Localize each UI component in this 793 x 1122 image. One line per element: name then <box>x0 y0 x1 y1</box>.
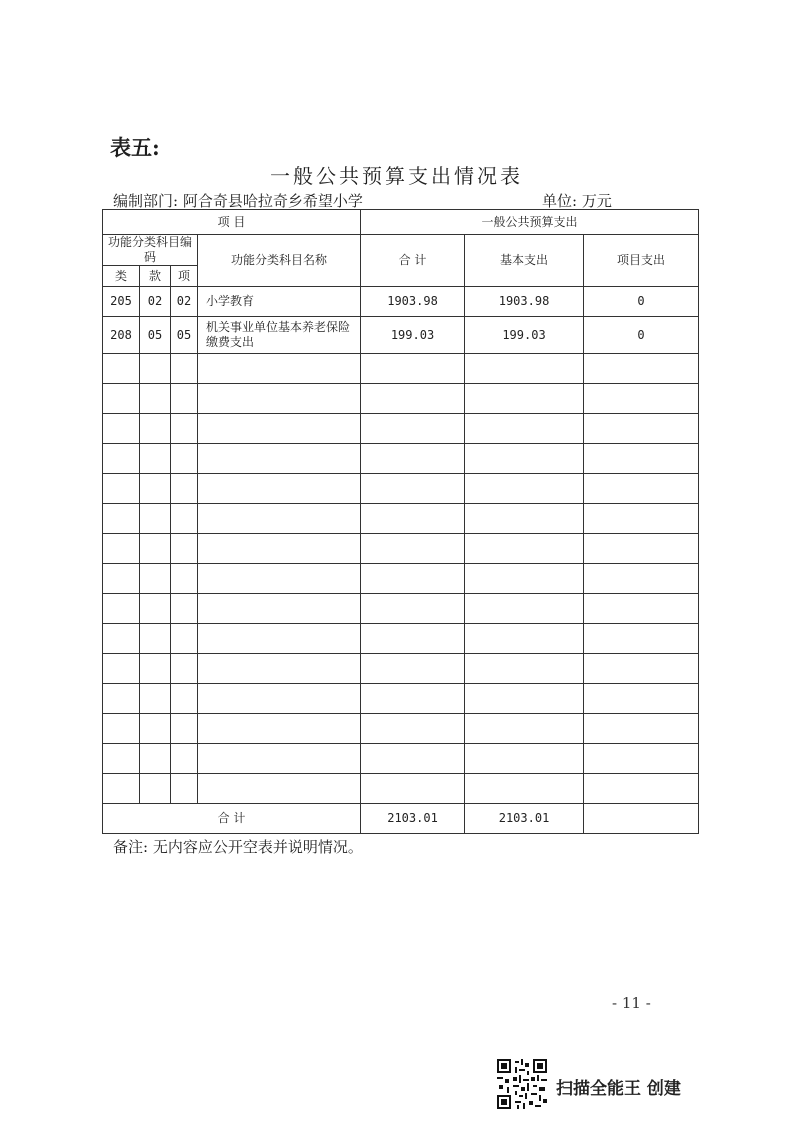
empty-cell <box>171 414 198 444</box>
empty-cell <box>103 474 140 504</box>
project-cell: 0 <box>584 317 699 354</box>
empty-cell <box>465 684 584 714</box>
empty-cell <box>103 414 140 444</box>
empty-cell <box>140 444 171 474</box>
empty-cell <box>361 744 465 774</box>
empty-cell <box>361 774 465 804</box>
empty-cell <box>361 474 465 504</box>
empty-cell <box>361 564 465 594</box>
empty-cell <box>198 534 361 564</box>
empty-cell <box>103 564 140 594</box>
xiang-cell: 02 <box>171 287 198 317</box>
empty-cell <box>140 744 171 774</box>
empty-cell <box>584 564 699 594</box>
empty-table-row <box>103 684 699 714</box>
budget-header: 一般公共预算支出 <box>361 210 699 235</box>
empty-table-row <box>103 354 699 384</box>
sum-label: 合 计 <box>103 804 361 834</box>
empty-cell <box>465 594 584 624</box>
empty-cell <box>171 444 198 474</box>
empty-cell <box>140 714 171 744</box>
empty-cell <box>140 354 171 384</box>
empty-cell <box>171 474 198 504</box>
sum-row <box>103 804 699 834</box>
empty-cell <box>584 384 699 414</box>
empty-table-row <box>103 504 699 534</box>
empty-cell <box>465 444 584 474</box>
empty-table-row <box>103 414 699 444</box>
empty-cell <box>140 384 171 414</box>
empty-cell <box>465 624 584 654</box>
empty-cell <box>465 414 584 444</box>
qr-code-icon <box>497 1059 547 1109</box>
empty-cell <box>140 564 171 594</box>
empty-cell <box>465 774 584 804</box>
empty-cell <box>361 354 465 384</box>
empty-cell <box>103 534 140 564</box>
empty-cell <box>584 444 699 474</box>
empty-cell <box>465 564 584 594</box>
empty-cell <box>140 624 171 654</box>
empty-cell <box>171 594 198 624</box>
table-row <box>103 317 699 354</box>
empty-cell <box>103 354 140 384</box>
empty-cell <box>103 624 140 654</box>
empty-cell <box>198 774 361 804</box>
empty-cell <box>103 654 140 684</box>
empty-cell <box>584 354 699 384</box>
empty-cell <box>361 534 465 564</box>
basic-cell: 199.03 <box>465 317 584 354</box>
table-label: 表五: <box>110 135 160 160</box>
empty-cell <box>361 654 465 684</box>
empty-cell <box>584 534 699 564</box>
page-number: - 11 - <box>612 994 651 1012</box>
empty-cell <box>361 384 465 414</box>
empty-cell <box>140 654 171 684</box>
empty-cell <box>584 414 699 444</box>
total-header: 合 计 <box>361 235 465 287</box>
project-cell: 0 <box>584 287 699 317</box>
empty-table-row <box>103 714 699 744</box>
empty-cell <box>361 714 465 744</box>
empty-table-row <box>103 384 699 414</box>
empty-cell <box>198 444 361 474</box>
empty-cell <box>140 414 171 444</box>
empty-table-row <box>103 624 699 654</box>
empty-cell <box>171 654 198 684</box>
empty-cell <box>171 504 198 534</box>
scanner-watermark: 扫描全能王 创建 <box>556 1079 681 1099</box>
empty-cell <box>584 594 699 624</box>
empty-cell <box>171 534 198 564</box>
empty-rows <box>103 354 699 804</box>
empty-cell <box>584 474 699 504</box>
empty-cell <box>140 504 171 534</box>
budget-table <box>102 209 699 834</box>
empty-cell <box>103 774 140 804</box>
empty-table-row <box>103 594 699 624</box>
empty-cell <box>198 744 361 774</box>
kuan-cell: 02 <box>140 287 171 317</box>
empty-table-row <box>103 564 699 594</box>
xiang-cell: 05 <box>171 317 198 354</box>
empty-cell <box>140 594 171 624</box>
empty-cell <box>198 504 361 534</box>
empty-cell <box>361 444 465 474</box>
basic-cell: 1903.98 <box>465 287 584 317</box>
empty-cell <box>361 594 465 624</box>
department-label: 编制部门: 阿合奇县哈拉奇乡希望小学 <box>113 192 363 210</box>
name-cell: 小学教育 <box>198 287 361 317</box>
footnote: 备注: 无内容应公开空表并说明情况。 <box>113 838 363 856</box>
header-row-2 <box>103 235 699 266</box>
empty-cell <box>140 774 171 804</box>
empty-cell <box>140 534 171 564</box>
empty-cell <box>171 684 198 714</box>
empty-cell <box>584 624 699 654</box>
empty-cell <box>465 384 584 414</box>
empty-cell <box>361 414 465 444</box>
empty-cell <box>103 744 140 774</box>
empty-cell <box>140 474 171 504</box>
empty-cell <box>103 594 140 624</box>
page-title: 一般公共预算支出情况表 <box>270 164 523 188</box>
empty-cell <box>584 774 699 804</box>
lei-header: 类 <box>103 266 140 287</box>
empty-cell <box>171 564 198 594</box>
empty-table-row <box>103 774 699 804</box>
empty-cell <box>465 534 584 564</box>
empty-cell <box>171 774 198 804</box>
empty-cell <box>103 504 140 534</box>
empty-cell <box>465 504 584 534</box>
total-cell: 1903.98 <box>361 287 465 317</box>
empty-cell <box>171 714 198 744</box>
name-header: 功能分类科目名称 <box>198 235 361 287</box>
table-row <box>103 287 699 317</box>
empty-cell <box>584 504 699 534</box>
empty-cell <box>140 684 171 714</box>
empty-cell <box>171 624 198 654</box>
empty-cell <box>465 744 584 774</box>
empty-cell <box>103 444 140 474</box>
total-cell: 199.03 <box>361 317 465 354</box>
sum-project <box>584 804 699 834</box>
empty-cell <box>361 624 465 654</box>
empty-cell <box>361 504 465 534</box>
kuan-cell: 05 <box>140 317 171 354</box>
empty-cell <box>465 474 584 504</box>
empty-cell <box>198 594 361 624</box>
basic-header: 基本支出 <box>465 235 584 287</box>
empty-cell <box>103 384 140 414</box>
empty-cell <box>465 354 584 384</box>
empty-cell <box>198 714 361 744</box>
empty-cell <box>198 624 361 654</box>
empty-cell <box>584 744 699 774</box>
empty-cell <box>171 384 198 414</box>
empty-table-row <box>103 744 699 774</box>
sum-basic: 2103.01 <box>465 804 584 834</box>
project-exp-header: 项目支出 <box>584 235 699 287</box>
empty-table-row <box>103 474 699 504</box>
empty-cell <box>103 714 140 744</box>
empty-cell <box>198 414 361 444</box>
empty-cell <box>198 654 361 684</box>
empty-cell <box>198 474 361 504</box>
empty-cell <box>171 354 198 384</box>
project-header: 项 目 <box>103 210 361 235</box>
empty-table-row <box>103 654 699 684</box>
empty-cell <box>361 684 465 714</box>
unit-label: 单位: 万元 <box>542 192 612 210</box>
empty-cell <box>584 684 699 714</box>
empty-cell <box>465 714 584 744</box>
name-cell: 机关事业单位基本养老保险缴费支出 <box>198 317 361 354</box>
empty-cell <box>198 384 361 414</box>
empty-cell <box>103 684 140 714</box>
lei-cell: 205 <box>103 287 140 317</box>
kuan-header: 款 <box>140 266 171 287</box>
empty-cell <box>465 654 584 684</box>
header-row-1 <box>103 210 699 235</box>
empty-table-row <box>103 444 699 474</box>
code-header: 功能分类科目编码 <box>103 235 198 266</box>
empty-cell <box>584 654 699 684</box>
empty-cell <box>198 684 361 714</box>
empty-cell <box>584 714 699 744</box>
empty-cell <box>198 354 361 384</box>
empty-table-row <box>103 534 699 564</box>
sum-total: 2103.01 <box>361 804 465 834</box>
lei-cell: 208 <box>103 317 140 354</box>
xiang-header: 项 <box>171 266 198 287</box>
empty-cell <box>198 564 361 594</box>
empty-cell <box>171 744 198 774</box>
